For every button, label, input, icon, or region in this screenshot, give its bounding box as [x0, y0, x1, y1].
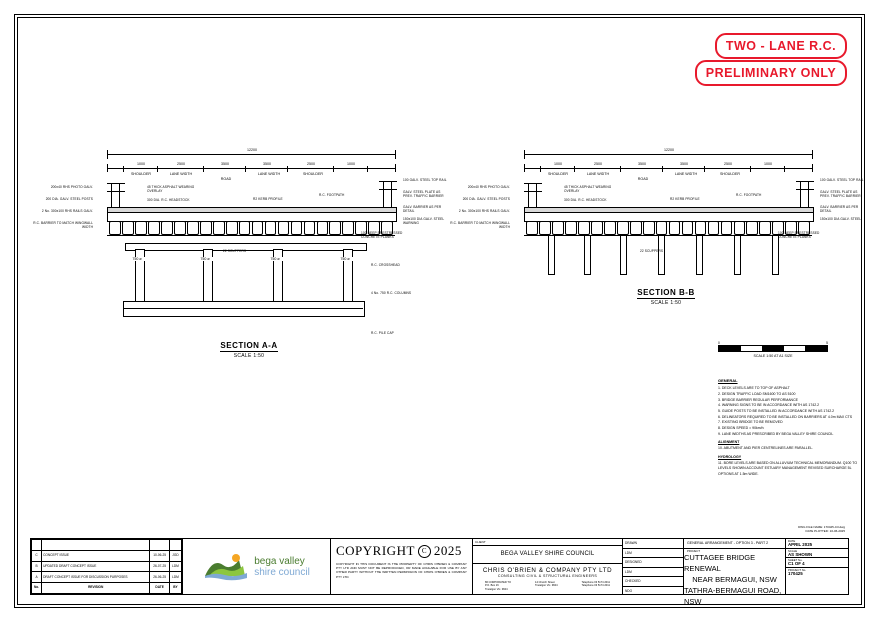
general-note-11: 11. BORE LEVELS ARE BASED ON ALLUVIUM TECHNICAL MEMORANDUM. Q100 TO LEVELS SHOWN ACCOUNT ESTUARY MANAGEMENT REVISED SURCHARGE 5L OPTIONS AT 1.5m WIDE. [718, 460, 858, 476]
council-logo [183, 539, 331, 594]
label-a-mid-kerb: R2 KERB PROFILE [253, 197, 283, 201]
section-b-scale: SCALE 1:50 [650, 300, 682, 306]
label-a-mid-columns: 4 No. 750 R.C. COLUMNS [371, 291, 412, 295]
revision-row [32, 572, 182, 583]
general-notes-heading: GENERAL [718, 378, 738, 383]
meta-sheet [786, 558, 848, 568]
pile-b-2 [584, 235, 591, 275]
dim-label-a-lane-left: LANE WIDTH [155, 172, 207, 176]
rev-2-no: B [32, 561, 42, 572]
project-line-2: NEAR BERMAGUI, NSW [692, 574, 777, 584]
revision-header-row [32, 583, 182, 594]
bar-scale-start: 0 [718, 341, 720, 345]
label-b-right-2: GALV. STEEL PLATE AS PREV. TRAFFIC BARRIER [820, 190, 861, 199]
office-2 [535, 581, 558, 591]
label-a-right-3: GALV. BARRIER AS PER DETAIL [403, 205, 442, 214]
drawing-title-block [684, 539, 786, 606]
office-1-l1: 86 CORPORATED TO [485, 581, 511, 584]
copyright-symbol-icon: C [418, 545, 431, 558]
dim-b-1: 1000 [540, 162, 576, 166]
pile-b-3 [620, 235, 627, 275]
rev-1-by: JGD [169, 550, 181, 561]
rev-0-by [169, 540, 181, 551]
label-b-right-4: 150x100 DIA GALV. STEEL [820, 217, 862, 221]
dim-b-5: 3500 [662, 162, 706, 166]
general-note-9: 9. LANE WIDTHS AS PRESCRIBED BY BEGA VALLEY SHIRE COUNCIL [718, 431, 834, 436]
dim-label-a-road: ROAD [205, 177, 247, 181]
label-a-left-1: 200x40 RHS PHOTO GALV. [50, 185, 93, 189]
copyright-block [331, 539, 473, 594]
label-b-mid-planks: 100 DEEP PRESTRESSED CONCRETE PLANKS [778, 231, 820, 240]
client-label: CLIENT [473, 539, 622, 546]
meta-sheet-label: SHEET No. [788, 558, 803, 563]
label-a-right-4: 150x100 DIA GALV. STEEL WARNING [403, 217, 445, 226]
dim-a-2: 2500 [157, 162, 205, 166]
pile-b-1 [548, 235, 555, 275]
general-notes-subheading-hydrology: HYDROLOGY [718, 454, 742, 459]
label-a-mid-pilecap: R.C. PILE CAP [371, 331, 394, 335]
rev-0-date [150, 540, 170, 551]
meta-project-no-label: PROJECT No. [788, 567, 807, 572]
rev-3-no: A [32, 572, 42, 583]
office-3 [582, 581, 610, 591]
general-note-10: 10. ABUTMENT AND PIER CENTRELINES ARE PARALLEL. [718, 446, 813, 451]
meta-scale [786, 549, 848, 559]
rev-3-desc: DRAFT CONCEPT ISSUE FOR DISCUSSION PURPOSES [42, 572, 150, 583]
dim-label-b-road: ROAD [622, 177, 664, 181]
pile-b-5 [696, 235, 703, 275]
rev-0-no [32, 540, 42, 551]
rev-2-by: LDM [169, 561, 181, 572]
label-b-mid-asphalt: 45 THICK ASPHALT WEARING OVERLAY [564, 185, 612, 194]
meta-designed: DESIGNED [623, 558, 683, 568]
dim-label-a-shoulder-right: SHOULDER [289, 172, 337, 176]
title-block [30, 538, 849, 606]
revision-row [32, 561, 182, 572]
rev-hdr-date: DATE [150, 583, 170, 594]
general-note-7: 7. EXISTING BRIDGE TO BE REMOVED [718, 420, 783, 425]
copyright-title: COPYRIGHT [336, 543, 415, 558]
dim-label-b-shoulder-right: SHOULDER [706, 172, 754, 176]
rev-0-desc [42, 540, 150, 551]
drawing-meta-right [786, 539, 848, 594]
client-name: BEGA VALLEY SHIRE COUNCIL [473, 546, 622, 564]
meta-date [786, 539, 848, 549]
council-logo-text [254, 556, 310, 578]
label-b-mid-headstock: 300 DIA. R.C. HEADSTOCK [564, 198, 607, 202]
rev-3-date: 26-06-25 [150, 572, 170, 583]
rev-2-date: 26-07-25 [150, 561, 170, 572]
meta-verified-value: NDO [625, 588, 633, 593]
rev-2-desc: UPDATED DRAFT CONCEPT ISSUE [42, 561, 150, 572]
office-1-l3: Traralgon Vic. 3844 [485, 587, 508, 591]
label-a-right-2: GALV. STEEL PLATE AS PREV. TRAFFIC BARRIER [403, 190, 444, 199]
dim-label-a-shoulder-left: SHOULDER [119, 172, 163, 176]
column-dim-a-3: 750 ø [261, 257, 289, 261]
pile-cap-a [123, 301, 365, 317]
label-a-right-1: 100 GALV. STEEL TOP RAIL [403, 178, 447, 182]
label-a-left-2: 200 DIA. GALV. STEEL POSTS [45, 197, 93, 201]
meta-date-label: DATE [788, 539, 796, 543]
meta-drawn-value: LDM [623, 549, 683, 559]
office-3-l2: Telephone 03 5174 2011 [581, 584, 610, 588]
office-1-l2: P.O. Box 16 [485, 584, 499, 588]
meta-date-value: APRIL 2025 [788, 542, 813, 547]
dim-a-5: 3500 [245, 162, 289, 166]
engineer-block [473, 564, 622, 578]
label-b-right-1: 100 GALV. STEEL TOP RAIL [820, 178, 864, 182]
label-a-mid-crosshead: R.C. CROSSHEAD [371, 263, 400, 267]
rev-hdr-by: BY [169, 583, 181, 594]
label-a-mid-headstock: 300 DIA. R.C. HEADSTOCK [147, 198, 190, 202]
pile-b-4 [658, 235, 665, 275]
overall-dimension-a: 12200 [227, 148, 277, 152]
project-title [684, 553, 785, 607]
revision-row [32, 540, 182, 551]
label-a-mid-scuppers: 22 SCUPPERS [223, 249, 247, 253]
label-b-left-3: 2 No. 300x100 RHS RAILS GALV. [458, 209, 510, 213]
rev-1-date: 10-06-25 [150, 550, 170, 561]
bar-scale [718, 341, 828, 358]
general-note-6: 6. DELINEATORS REQUIRED TO BE INSTALLED ON BARRIERS AT 4.0m MAX CTS [718, 414, 853, 419]
dim-label-a-lane-right: LANE WIDTH [243, 172, 295, 176]
responsibility-list [623, 539, 684, 594]
copyright-body: COPYRIGHT IN THIS DOCUMENT IS THE PROPERTY OF CHRIS O'BRIEN & COMPANY PTY LTD AND MUST NOT BE REPRODUCED, OR MADE AVAILABLE FOR USE BY ANY OTHER PARTY WITHOUT THE WRITTEN PERMISSION OF CHRIS O'BRIEN & COMPANY PTY LTD. [336, 562, 467, 579]
office-2-l1: 14 Church Street [535, 581, 555, 584]
meta-drawn: DRAWN [623, 539, 683, 549]
office-1 [485, 581, 511, 591]
section-b-title-text: SECTION B-B [637, 288, 695, 297]
column-dim-a-4: 750 ø [331, 257, 359, 261]
meta-block [623, 539, 848, 606]
revision-row [32, 550, 182, 561]
dim-label-b-lane-left: LANE WIDTH [572, 172, 624, 176]
project-label: PROJECT [687, 549, 701, 553]
label-a-mid-footpath: R.C. FOOTPATH [319, 193, 345, 197]
plot-note-date: DATE PLOTTED: 10-06-2025 [805, 529, 845, 534]
section-b-b-drawing [450, 145, 864, 325]
column-dim-a-2: 750 ø [191, 257, 219, 261]
label-a-mid-asphalt: 45 THICK ASPHALT WEARING OVERLAY [147, 185, 195, 194]
plot-note [798, 525, 845, 533]
meta-project-no [786, 568, 848, 594]
copyright-year: 2025 [433, 543, 462, 558]
meta-project-no-value: 170425 [788, 570, 803, 576]
label-b-left-2: 200 DIA. GALV. STEEL POSTS [462, 197, 510, 201]
section-a-scale: SCALE 1:50 [233, 353, 265, 359]
label-b-left-1: 200x40 RHS PHOTO GALV. [467, 185, 510, 189]
label-b-right-3: GALV. BARRIER AS PER DETAIL [820, 205, 859, 214]
office-3-l1: Telephone 03 5174 2011 [581, 581, 610, 584]
dim-a-3: 3500 [203, 162, 247, 166]
dim-b-6: 2500 [704, 162, 752, 166]
meta-designed-value: LDM [623, 568, 683, 578]
bar-scale-label: SCALE 1:50 AT A1 SIZE [753, 354, 793, 358]
precast-planks-a [109, 221, 393, 233]
council-logo-line2: shire council [254, 566, 310, 578]
meta-scale-label: SCALE [788, 548, 798, 553]
label-b-mid-scuppers: 22 SCUPPERS [640, 249, 664, 253]
dim-label-b-shoulder-left: SHOULDER [536, 172, 580, 176]
engineer-discipline: CONSULTING CIVIL & STRUCTURAL ENGINEERS [497, 574, 598, 578]
rev-1-desc: CONCEPT ISSUE [42, 550, 150, 561]
stamp-preliminary-only: PRELIMINARY ONLY [695, 60, 847, 86]
precast-planks-b [526, 221, 810, 233]
engineer-offices [473, 581, 622, 591]
rev-3-by: LDM [169, 572, 181, 583]
meta-scale-value: AS SHOWN [788, 551, 813, 557]
label-b-mid-footpath: R.C. FOOTPATH [736, 193, 762, 197]
meta-checked: CHECKED [623, 577, 683, 587]
general-note-1: 1. DECK LEVELS ARE TO TOP OF ASPHALT [718, 386, 790, 391]
dim-a-6: 2500 [287, 162, 335, 166]
project-line-3: TATHRA-BERMAGUI ROAD, NSW [684, 585, 782, 606]
dim-b-3: 3500 [620, 162, 664, 166]
revision-table [31, 539, 183, 594]
rev-hdr-desc: REVISION [42, 583, 150, 594]
section-b-title [596, 288, 736, 306]
council-logo-line1: bega valley [254, 555, 305, 567]
general-note-4: 4. WARNING SIGNS TO BE IN ACCORDANCE WITH AS 1742.2 [718, 403, 820, 408]
drawing-title-top: GENERAL ARRANGEMENT - OPTION 3 - PART 2 [684, 539, 785, 549]
rev-hdr-no: No. [32, 583, 42, 594]
dim-label-b-lane-right: LANE WIDTH [660, 172, 712, 176]
plot-note-file: DWG FILE NAME: 170425-C3.dwg [798, 525, 845, 529]
section-a-title [179, 341, 319, 359]
dim-a-7: 1000 [333, 162, 369, 166]
overall-dimension-b: 12200 [644, 148, 694, 152]
label-a-left-3: 2 No. 300x100 RHS RAILS GALV. [41, 209, 93, 213]
column-dim-a-1: 750 ø [123, 257, 151, 261]
bar-scale-bar [718, 345, 828, 352]
dim-a-1: 1000 [123, 162, 159, 166]
pile-b-6 [734, 235, 741, 275]
dim-b-7: 1000 [750, 162, 786, 166]
bega-valley-logo-icon [203, 552, 249, 582]
pile-b-7 [772, 235, 779, 275]
bar-scale-end: 5 [826, 341, 828, 345]
label-a-mid-planks: 100 DEEP PRESTRESSED CONCRETE PLANKS [361, 231, 403, 240]
section-a-a-drawing [33, 145, 447, 365]
label-a-left-4: R.C. BARRIER TO MATCH WINGWALL WIDTH [33, 221, 93, 230]
meta-sheet-value: C1 OF 4 [788, 561, 805, 567]
client-block [473, 539, 623, 594]
label-b-left-4: R.C. BARRIER TO MATCH WINGWALL WIDTH [450, 221, 510, 230]
rev-1-no: C [32, 550, 42, 561]
project-line-1: CUTTAGEE BRIDGE RENEWAL [684, 553, 756, 573]
general-note-5: 5. GUIDE POSTS TO BE INSTALLED IN ACCORDANCE WITH AS 1742.2 [718, 409, 835, 414]
general-notes [718, 378, 858, 478]
copyright-title-row [336, 543, 467, 559]
stamp-two-lane: TWO - LANE R.C. [715, 33, 847, 59]
general-note-3: 3. BRIDGE BARRIER REGULAR PERFORMANCE [718, 397, 798, 402]
label-b-mid-kerb: R2 KERB PROFILE [670, 197, 700, 201]
general-notes-subheading-alignment: ALIGNMENT [718, 440, 740, 445]
office-2-l2: Traralgon Vic. 3844 [535, 584, 558, 588]
general-note-2: 2. DESIGN TRAFFIC LOAD SM1600 TO AS 5100 [718, 392, 796, 397]
dim-b-2: 2500 [574, 162, 622, 166]
engineer-name: CHRIS O'BRIEN & COMPANY PTY LTD [482, 567, 613, 574]
general-note-8: 8. DESIGN SPEED = 90km/h [718, 426, 764, 431]
section-a-title-text: SECTION A-A [220, 341, 278, 350]
